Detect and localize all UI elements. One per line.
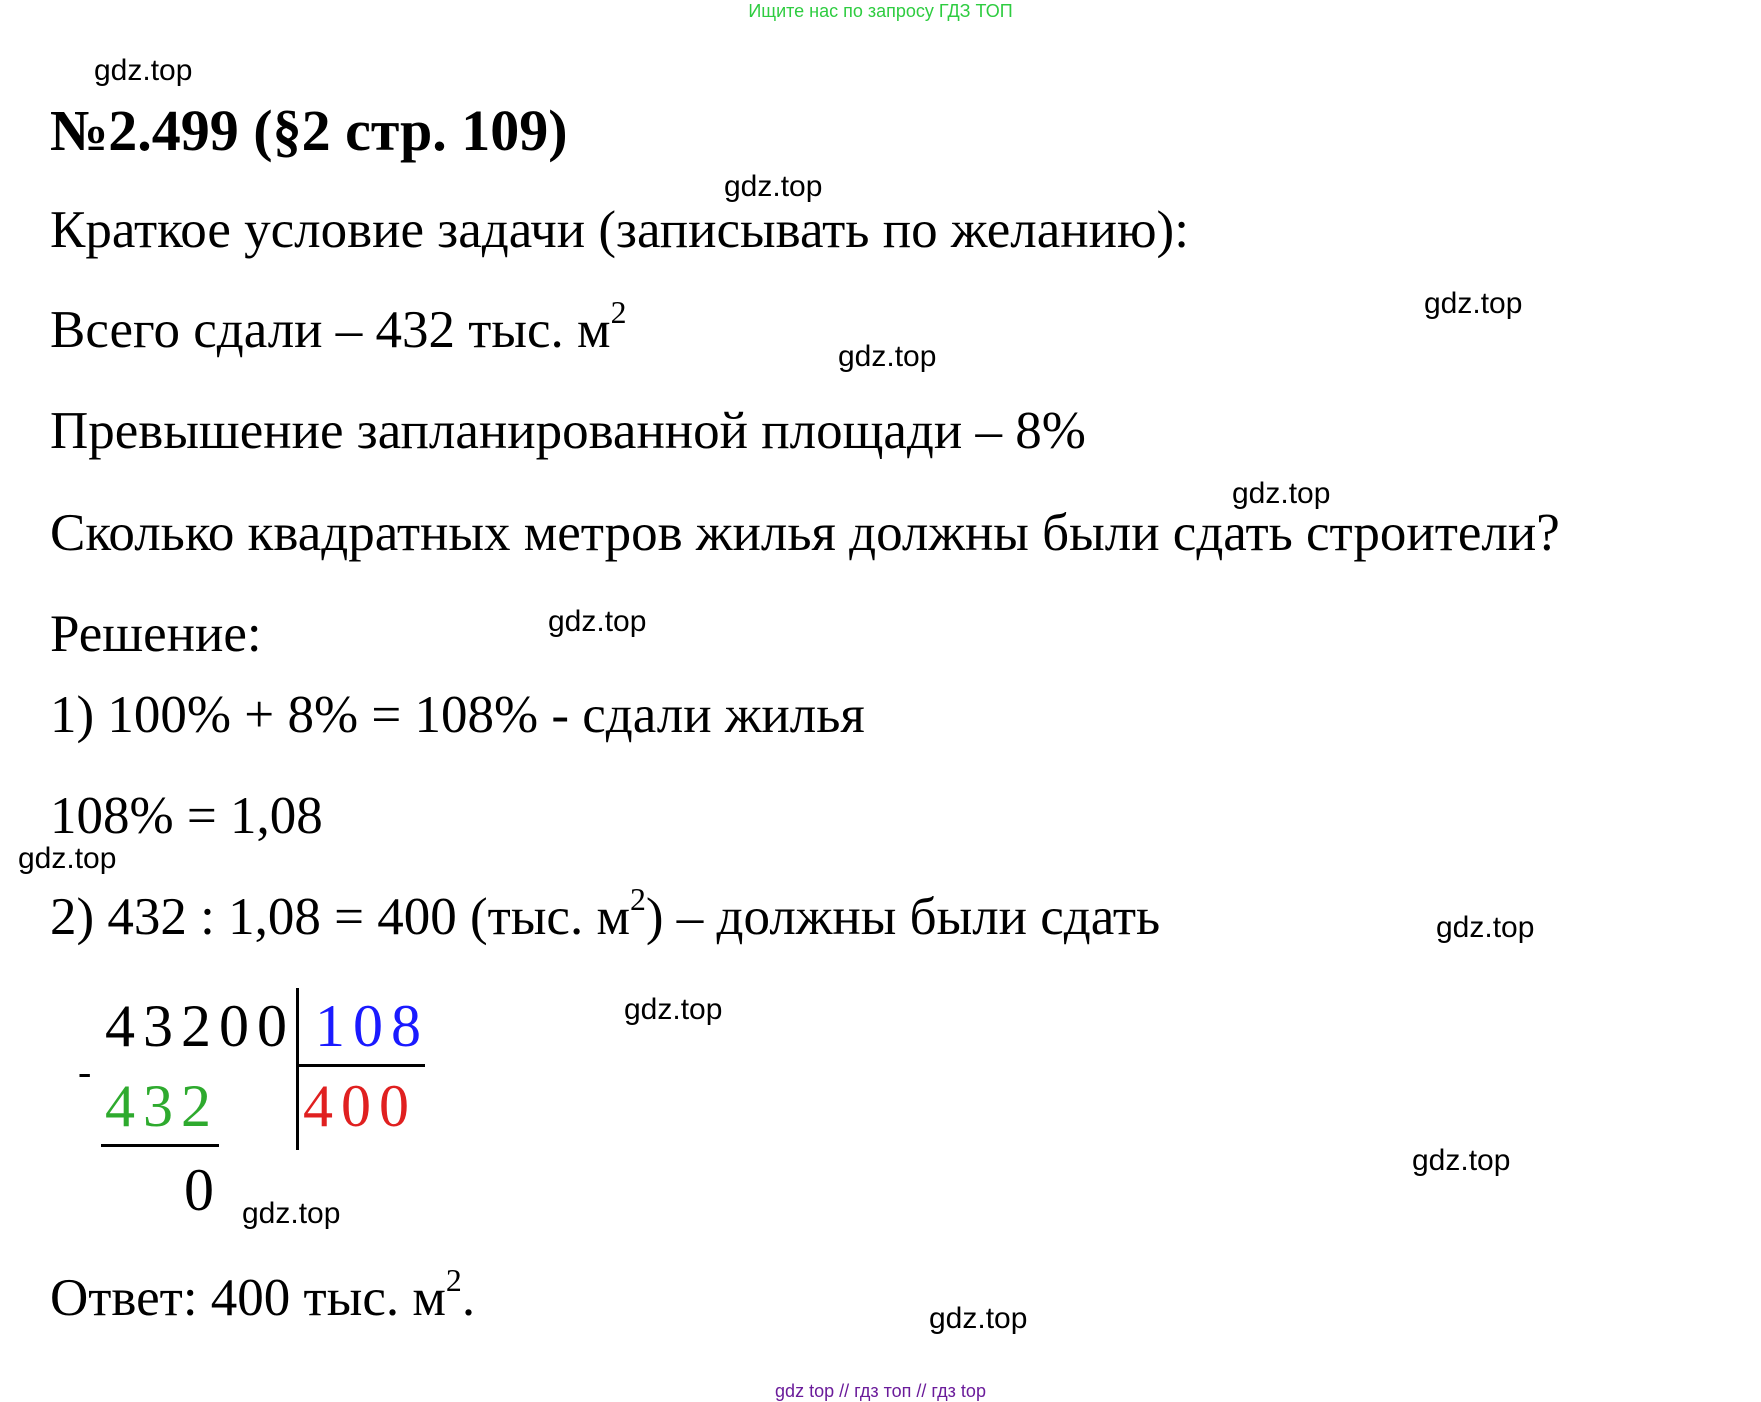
watermark: gdz.top	[1412, 1144, 1511, 1177]
total-sup: 2	[610, 295, 627, 331]
watermark: gdz.top	[724, 170, 823, 203]
answer-text-a: Ответ: 400 тыс. м	[50, 1269, 446, 1327]
quotient: 400	[303, 1073, 417, 1139]
watermark: gdz.top	[838, 340, 937, 373]
division-vertical-bar	[296, 988, 299, 1150]
divisor: 108	[315, 993, 429, 1059]
problem-title: №2.499 (§2 стр. 109)	[50, 98, 568, 163]
footer-links: gdz top // гдз топ // гдз top	[775, 1381, 986, 1401]
watermark: gdz.top	[548, 605, 647, 638]
step2-text-b: ) – должны были сдать	[645, 888, 1161, 946]
watermark: gdz.top	[94, 54, 193, 87]
total-text: Всего сдали – 432 тыс. м	[50, 301, 611, 359]
subtrahend: 432	[105, 1073, 219, 1139]
answer-line	[50, 1263, 476, 1328]
step2-sup: 2	[630, 882, 646, 918]
minus-sign: -	[78, 1049, 92, 1094]
watermark: gdz.top	[1424, 287, 1523, 320]
divisor-underline	[299, 1064, 425, 1067]
subtraction-line	[101, 1144, 219, 1147]
watermark: gdz.top	[929, 1302, 1028, 1335]
answer-sup: 2	[445, 1263, 462, 1299]
step2-text-a: 2) 432 : 1,08 = 400 (тыс. м	[50, 888, 630, 946]
conversion-line: 108% = 1,08	[50, 787, 323, 845]
watermark: gdz.top	[242, 1197, 341, 1230]
watermark: gdz.top	[1436, 911, 1535, 944]
watermark: gdz.top	[1232, 477, 1331, 510]
top-banner: Ищите нас по запросу ГДЗ ТОП	[748, 1, 1013, 21]
solution-heading: Решение:	[50, 605, 262, 663]
remainder: 0	[184, 1157, 222, 1223]
watermark: gdz.top	[18, 842, 117, 875]
dividend: 43200	[105, 993, 295, 1059]
step2-line	[50, 882, 1161, 947]
question-line: Сколько квадратных метров жилья должны были сдать строители?	[50, 504, 1560, 562]
answer-text-b: .	[461, 1269, 476, 1327]
total-line	[50, 295, 627, 360]
step1-line: 1) 100% + 8% = 108% - сдали жилья	[50, 686, 865, 744]
excess-line: Превышение запланированной площади – 8%	[50, 402, 1086, 460]
condition-heading: Краткое условие задачи (записывать по желанию):	[50, 201, 1189, 259]
watermark: gdz.top	[624, 993, 723, 1026]
